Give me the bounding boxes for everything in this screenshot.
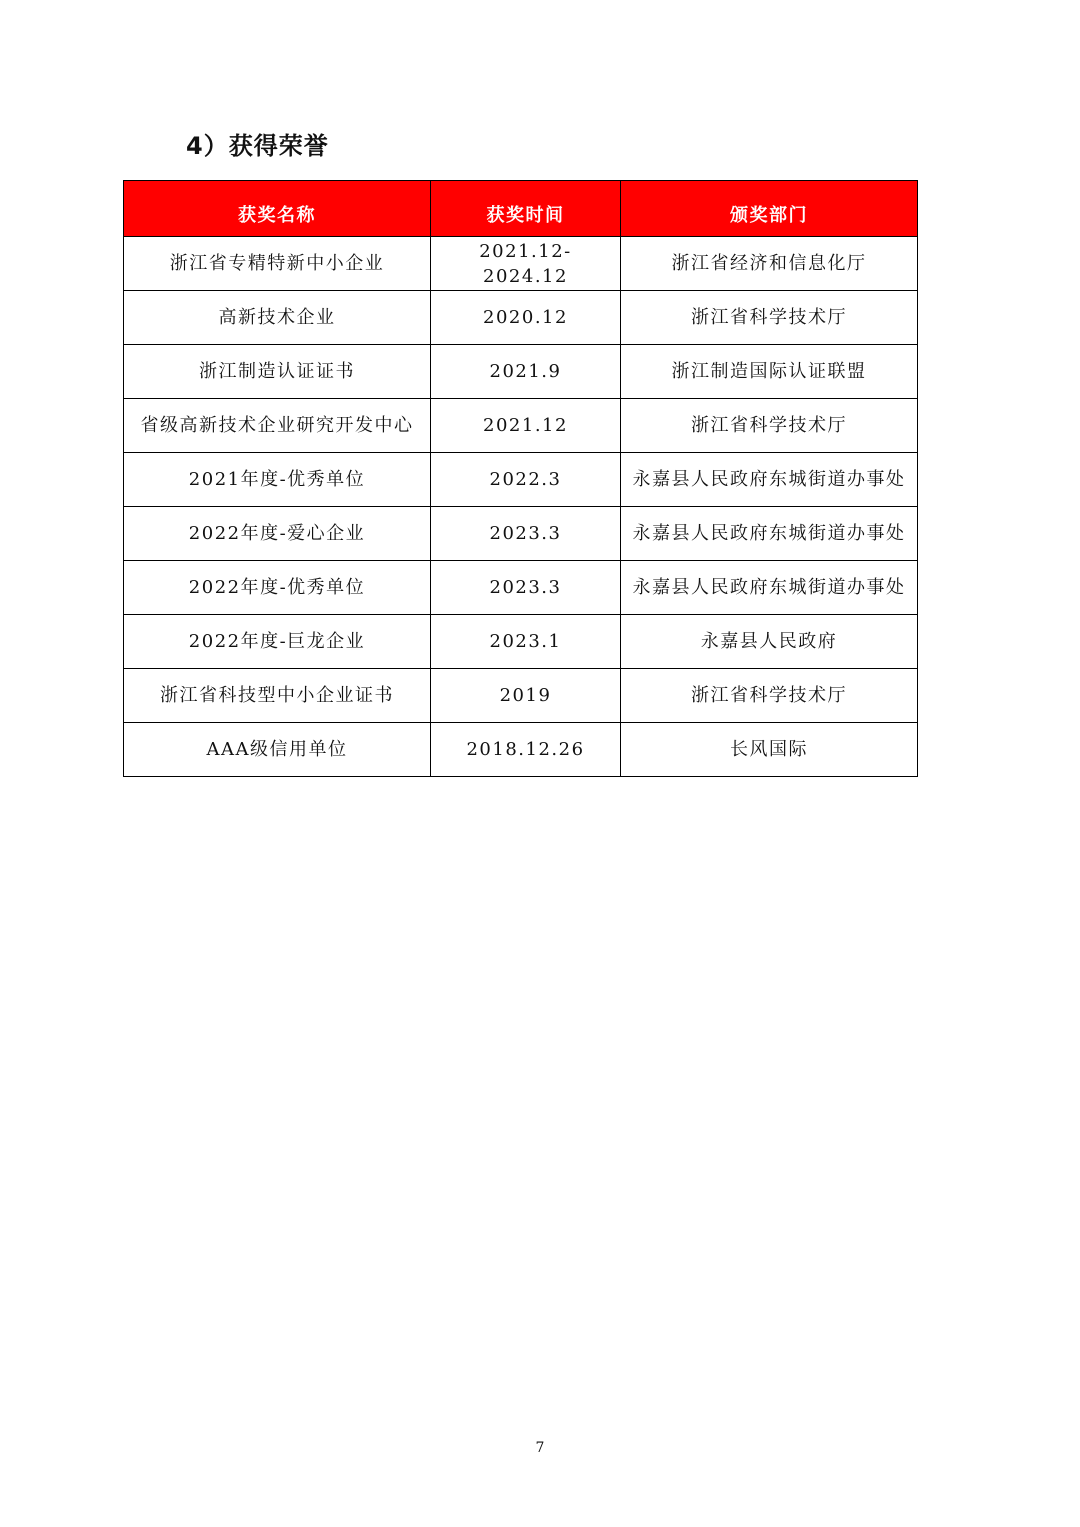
award-date-cell: 2018.12.26	[431, 723, 621, 777]
table-row	[124, 291, 918, 345]
award-date-cell: 2023.1	[431, 615, 621, 669]
issuer-cell: 浙江制造国际认证联盟	[621, 345, 918, 399]
honors-table	[123, 180, 918, 777]
award-name-cell: 浙江省科技型中小企业证书	[124, 669, 431, 723]
award-date-cell: 2021.12-2024.12	[431, 237, 621, 291]
award-name-cell: 2022年度-巨龙企业	[124, 615, 431, 669]
header-award-date: 获奖时间	[431, 181, 621, 237]
header-issuer: 颁奖部门	[621, 181, 918, 237]
table-row	[124, 561, 918, 615]
award-date-cell: 2019	[431, 669, 621, 723]
table-row	[124, 507, 918, 561]
table-row	[124, 345, 918, 399]
award-date-cell: 2023.3	[431, 507, 621, 561]
issuer-cell: 永嘉县人民政府东城街道办事处	[621, 453, 918, 507]
table-row	[124, 669, 918, 723]
table-row	[124, 237, 918, 291]
issuer-cell: 浙江省科学技术厅	[621, 399, 918, 453]
award-name-cell: 浙江省专精特新中小企业	[124, 237, 431, 291]
table-row	[124, 723, 918, 777]
award-name-cell: 2022年度-爱心企业	[124, 507, 431, 561]
issuer-cell: 永嘉县人民政府东城街道办事处	[621, 507, 918, 561]
award-name-cell: 2022年度-优秀单位	[124, 561, 431, 615]
issuer-cell: 长风国际	[621, 723, 918, 777]
table-row	[124, 615, 918, 669]
award-name-cell: AAA级信用单位	[124, 723, 431, 777]
page-number: 7	[535, 1440, 545, 1456]
table-row	[124, 399, 918, 453]
table-header-row	[124, 181, 918, 237]
award-name-cell: 省级高新技术企业研究开发中心	[124, 399, 431, 453]
issuer-cell: 永嘉县人民政府	[621, 615, 918, 669]
section-title: 4）获得荣誉	[186, 132, 329, 160]
award-date-cell: 2021.12	[431, 399, 621, 453]
header-award-name: 获奖名称	[124, 181, 431, 237]
issuer-cell: 浙江省经济和信息化厅	[621, 237, 918, 291]
issuer-cell: 浙江省科学技术厅	[621, 669, 918, 723]
award-name-cell: 高新技术企业	[124, 291, 431, 345]
award-date-cell: 2023.3	[431, 561, 621, 615]
issuer-cell: 浙江省科学技术厅	[621, 291, 918, 345]
award-date-cell: 2022.3	[431, 453, 621, 507]
award-name-cell: 2021年度-优秀单位	[124, 453, 431, 507]
award-date-cell: 2021.9	[431, 345, 621, 399]
award-name-cell: 浙江制造认证证书	[124, 345, 431, 399]
table-row	[124, 453, 918, 507]
issuer-cell: 永嘉县人民政府东城街道办事处	[621, 561, 918, 615]
award-date-cell: 2020.12	[431, 291, 621, 345]
